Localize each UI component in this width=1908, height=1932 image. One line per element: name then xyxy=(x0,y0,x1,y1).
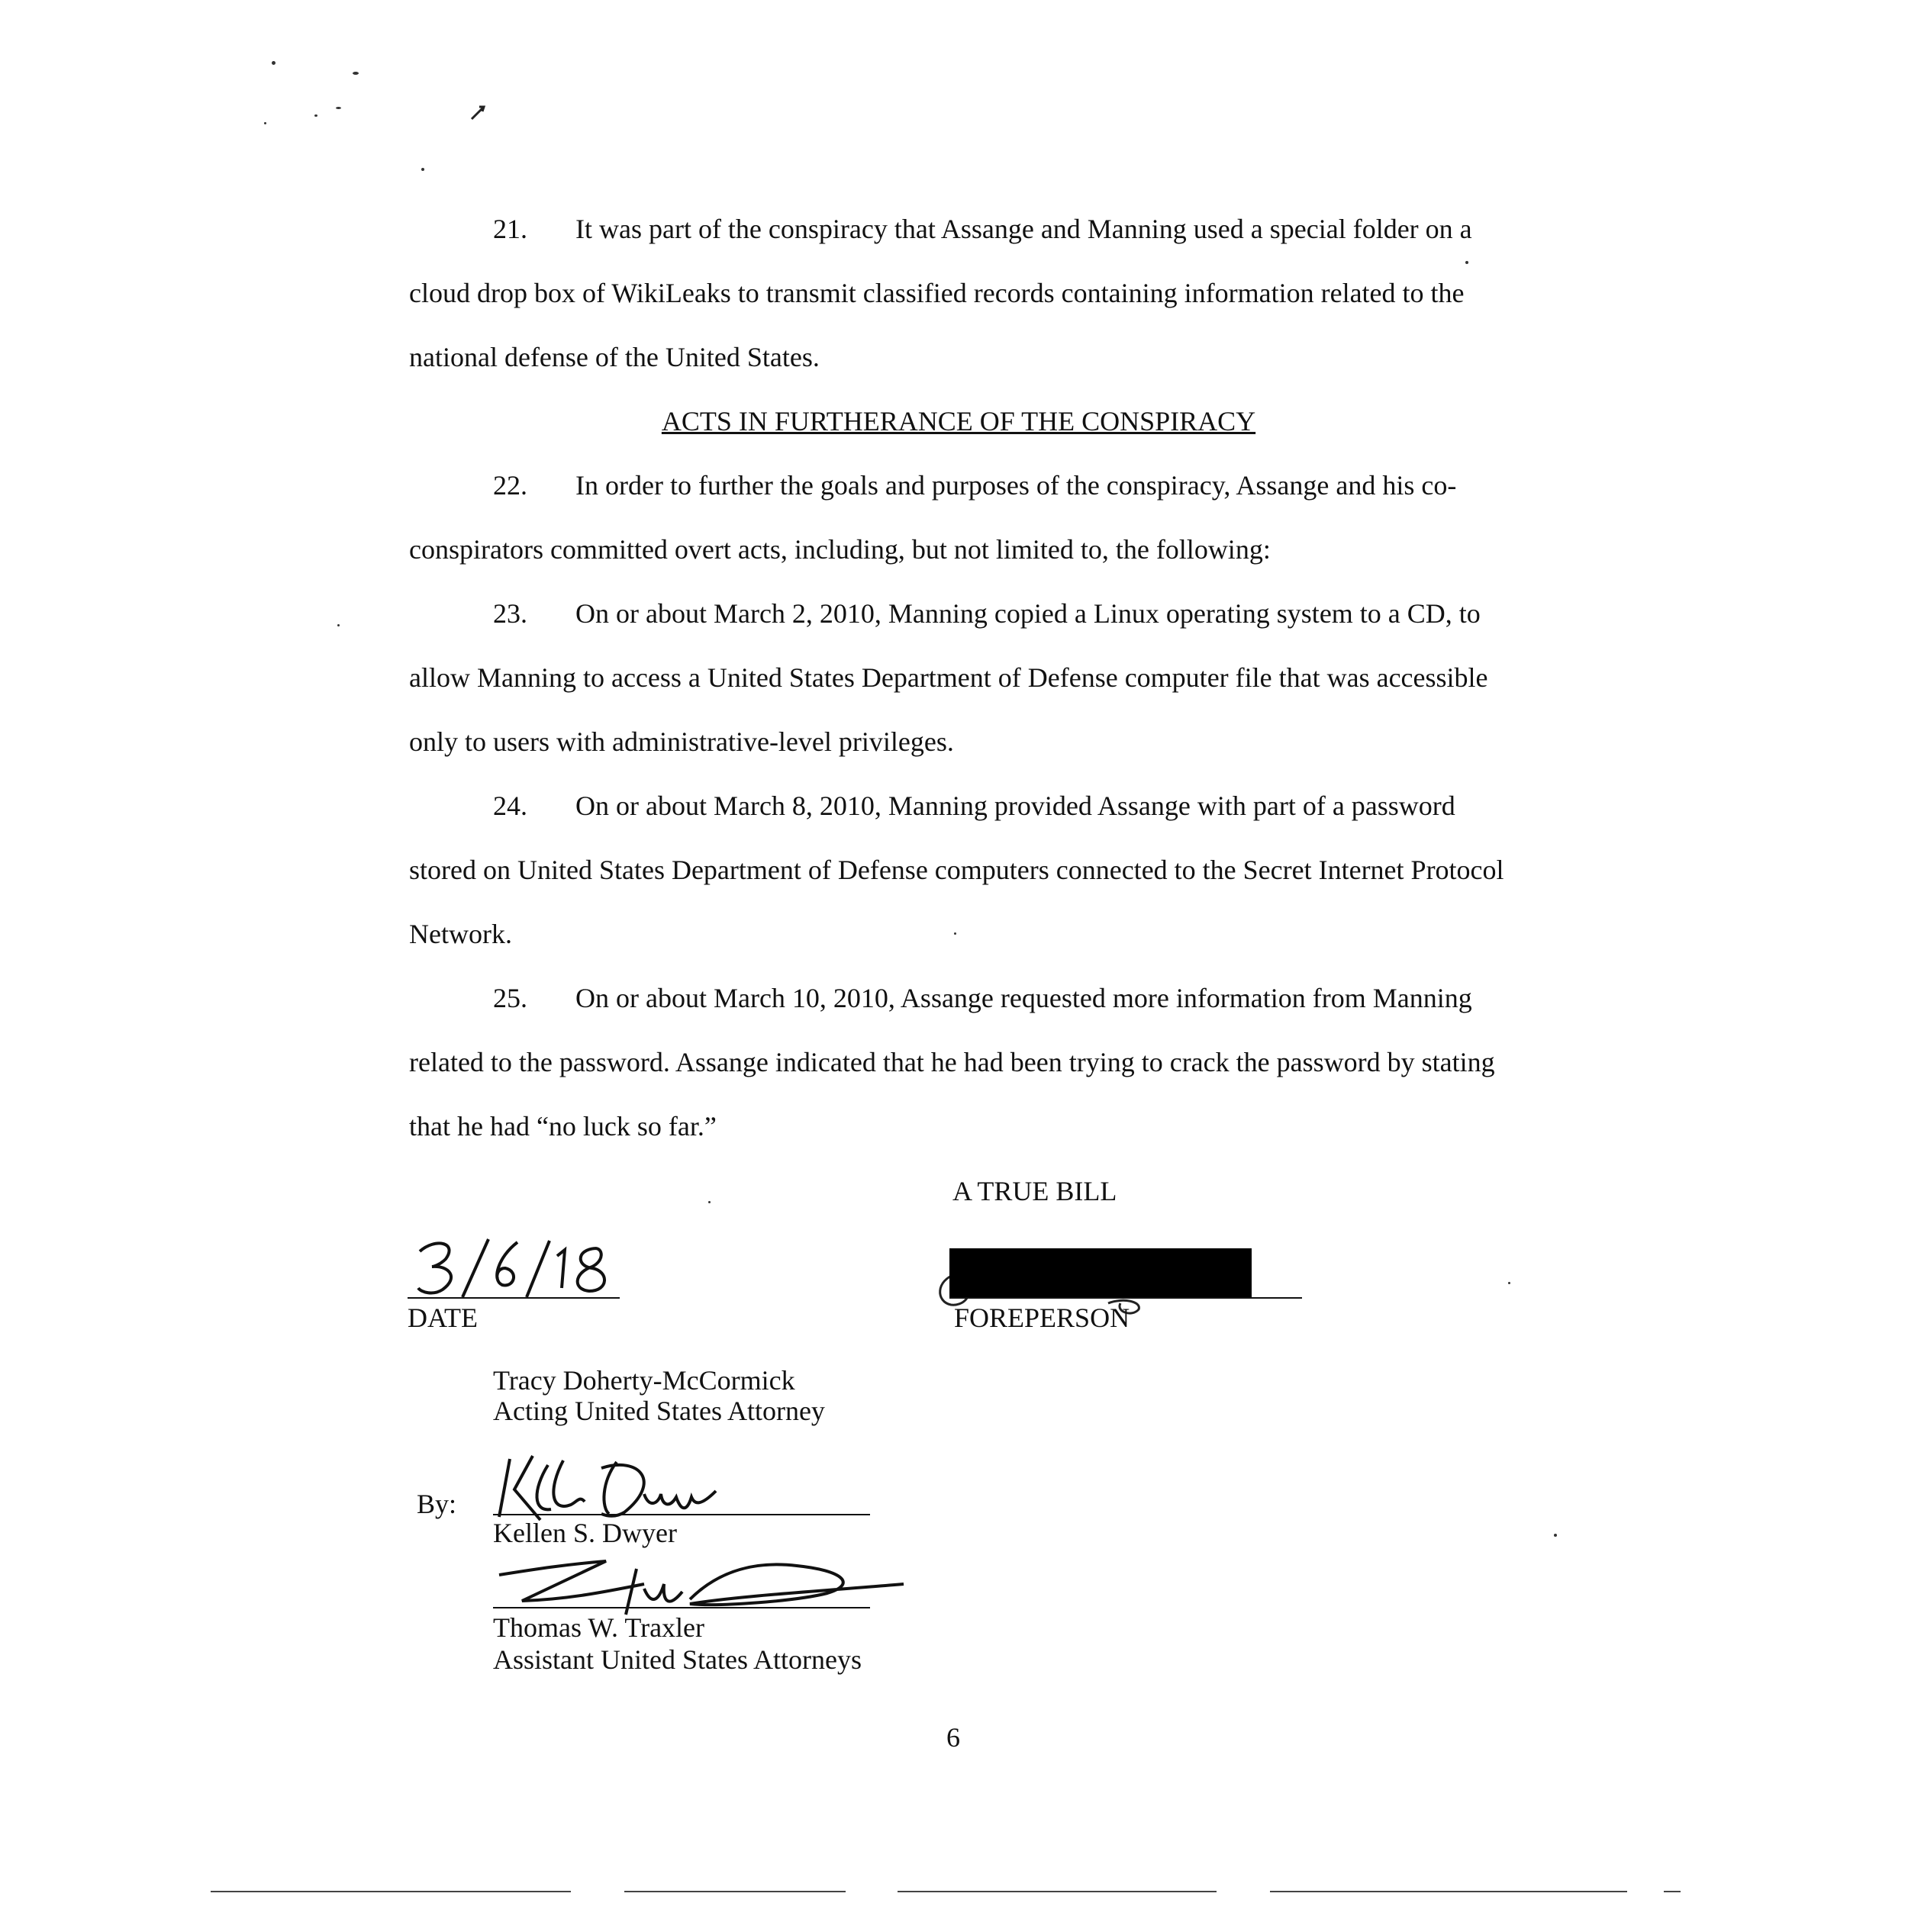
attorney-title: Acting United States Attorney xyxy=(493,1396,825,1426)
scan-speck xyxy=(264,122,266,124)
paragraph-number: 22. xyxy=(493,470,527,501)
paragraph-text: On or about March 2, 2010, Manning copied a Linux operating system to a CD, to allow Manning to access a United States Department of Defense computer file that was accessible only to users with administrative-level privileges. xyxy=(409,598,1488,757)
overt-acts xyxy=(409,453,1508,1158)
scan-speck xyxy=(1508,1282,1510,1284)
footer-rule xyxy=(211,1891,571,1892)
scan-speck xyxy=(336,107,341,109)
paragraph-number: 21. xyxy=(493,214,527,244)
true-bill: A TRUE BILL xyxy=(952,1176,1117,1206)
footer-rule xyxy=(1664,1891,1681,1892)
redaction-box xyxy=(949,1248,1252,1299)
section-heading xyxy=(409,389,1508,453)
paragraph-text: In order to further the goals and purposes of the conspiracy, Assange and his co-conspirators committed overt acts, including, but not limited to, the following: xyxy=(409,470,1457,565)
foreperson-label: FOREPERSON xyxy=(954,1302,1130,1333)
paragraph-22 xyxy=(409,453,1508,581)
paragraph-text: On or about March 8, 2010, Manning provided Assange with part of a password stored on United States Department of Defense computers connected to the Secret Internet Protocol Network. xyxy=(409,791,1504,949)
foreperson-signature-line xyxy=(949,1297,1302,1299)
scan-speck xyxy=(337,624,340,626)
footer-rule xyxy=(1270,1891,1627,1892)
signature-line-2 xyxy=(493,1607,870,1608)
heading-text: ACTS IN FURTHERANCE OF THE CONSPIRACY xyxy=(661,406,1256,436)
signers-title: Assistant United States Attorneys xyxy=(493,1644,862,1675)
page-number: 6 xyxy=(946,1722,960,1753)
scan-mark xyxy=(470,104,488,122)
scan-speck xyxy=(272,61,276,65)
paragraph-23 xyxy=(409,581,1508,774)
paragraph-21 xyxy=(409,197,1508,389)
paragraph-25 xyxy=(409,966,1508,1158)
scan-speck xyxy=(708,1201,711,1203)
scan-speck xyxy=(314,114,317,117)
signature-dwyer xyxy=(487,1451,731,1528)
signer-1-name: Kellen S. Dwyer xyxy=(493,1518,677,1548)
paragraph-text: It was part of the conspiracy that Assange and Manning used a special folder on a cloud drop box of WikiLeaks to transmit classified records containing information related to the national defense of the United States. xyxy=(409,214,1472,372)
footer-rule xyxy=(624,1891,846,1892)
scan-speck xyxy=(353,72,359,75)
paragraph-number: 24. xyxy=(493,791,527,821)
paragraph-text: On or about March 10, 2010, Assange requested more information from Manning related to the password. Assange indicated that he had been trying to crack the password by stating that he had “no luck so far.” xyxy=(409,983,1495,1141)
paragraph-number: 23. xyxy=(493,598,527,629)
scan-speck xyxy=(1554,1534,1557,1537)
paragraph-24 xyxy=(409,774,1508,966)
by-label: By: xyxy=(417,1489,457,1519)
attorney-name: Tracy Doherty-McCormick xyxy=(493,1365,795,1396)
footer-rule xyxy=(898,1891,1217,1892)
signature-line-1 xyxy=(493,1514,870,1515)
date-handwriting xyxy=(412,1235,633,1303)
scan-speck xyxy=(421,168,424,171)
date-label: DATE xyxy=(408,1302,478,1333)
signer-2-name: Thomas W. Traxler xyxy=(493,1612,705,1643)
paragraph-number: 25. xyxy=(493,983,527,1013)
date-signature-line xyxy=(408,1297,620,1299)
